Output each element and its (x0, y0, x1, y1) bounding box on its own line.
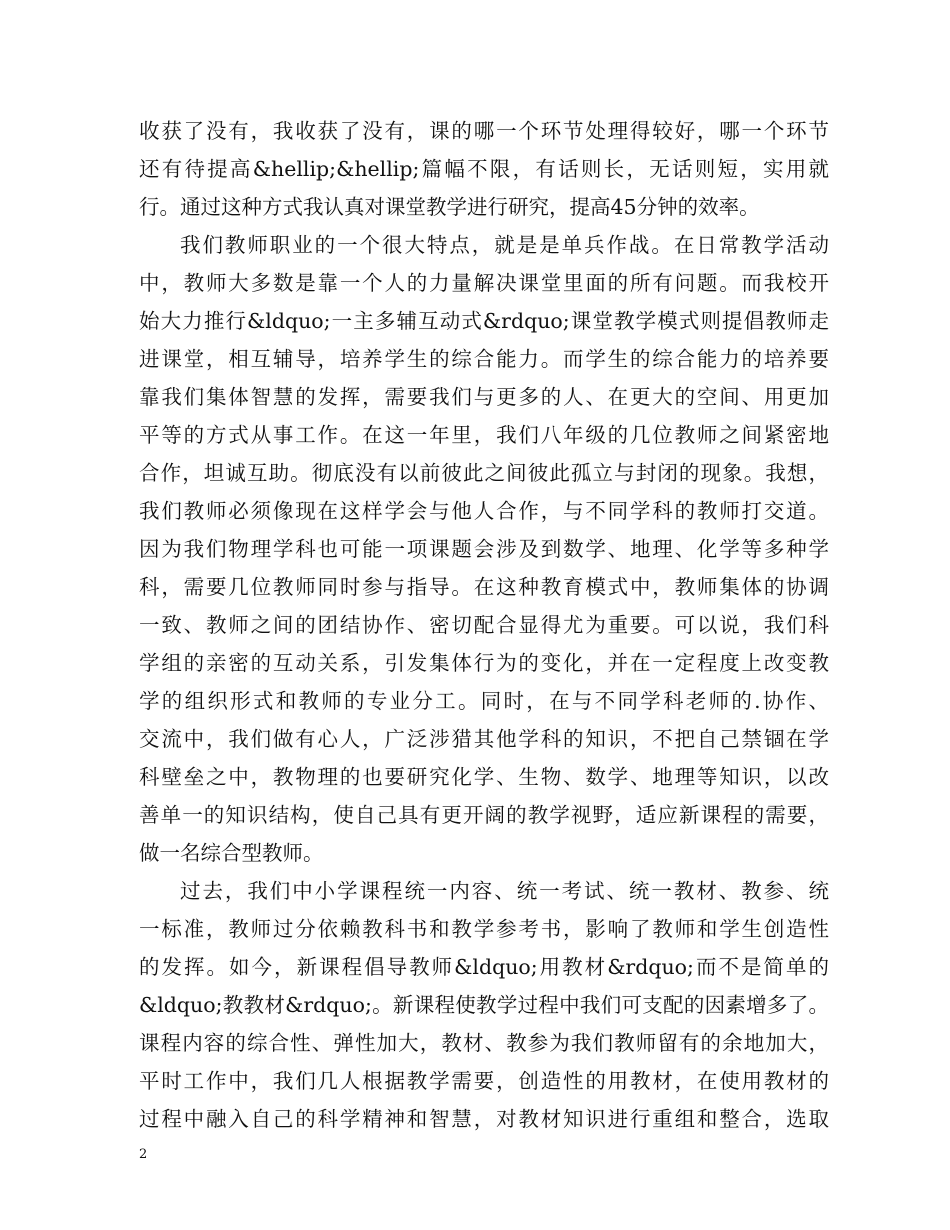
page-number: 2 (139, 1147, 148, 1162)
paragraph-first-line: 过去，我们中小学课程统一内容、统一考试、统一教材、教参、统 (180, 879, 829, 903)
text-line: 的发挥。如今，新课程倡导教师&ldquo;用教材&rdquo;而不是简单的 (139, 955, 829, 979)
text-line: 善单一的知识结构，使自己具有更开阔的教学视野，适应新课程的需要， (139, 803, 829, 827)
text-line: 科壁垒之中，教物理的也要研究化学、生物、数学、地理等知识，以改 (139, 765, 829, 789)
text-line: 平等的方式从事工作。在这一年里，我们八年级的几位教师之间紧密地 (139, 423, 829, 447)
text-line: 收获了没有，我收获了没有，课的哪一个环节处理得较好，哪一个环节 (139, 119, 829, 143)
text-line: 进课堂，相互辅导，培养学生的综合能力。而学生的综合能力的培养要 (139, 347, 829, 371)
text-line: 靠我们集体智慧的发挥，需要我们与更多的人、在更大的空间、用更加 (139, 385, 829, 409)
paragraph-first-line: 我们教师职业的一个很大特点，就是是单兵作战。在日常教学活动 (180, 233, 829, 257)
text-line: 过程中融入自己的科学精神和智慧，对教材知识进行重组和整合，选取 (139, 1107, 829, 1131)
text-line: 课程内容的综合性、弹性加大，教材、教参为我们教师留有的余地加大， (139, 1031, 829, 1055)
text-line: 因为我们物理学科也可能一项课题会涉及到数学、地理、化学等多种学 (139, 537, 829, 561)
text-line: 一标准，教师过分依赖教科书和教学参考书，影响了教师和学生创造性 (139, 917, 829, 941)
text-line: 我们教师必须像现在这样学会与他人合作，与不同学科的教师打交道。 (139, 499, 829, 523)
text-line: 平时工作中，我们几人根据教学需要，创造性的用教材，在使用教材的 (139, 1069, 829, 1093)
text-line: 学的组织形式和教师的专业分工。同时，在与不同学科老师的.协作、 (139, 689, 829, 713)
text-line: 始大力推行&ldquo;一主多辅互动式&rdquo;课堂教学模式则提倡教师走 (139, 309, 829, 333)
text-line: 中，教师大多数是靠一个人的力量解决课堂里面的所有问题。而我校开 (139, 271, 829, 295)
text-line: 交流中，我们做有心人，广泛涉猎其他学科的知识，不把自己禁锢在学 (139, 727, 829, 751)
text-line: 还有待提高&hellip;&hellip;篇幅不限，有话则长，无话则短，实用就 (139, 157, 829, 181)
text-line: &ldquo;教教材&rdquo;。新课程使教学过程中我们可支配的因素增多了。 (139, 993, 829, 1017)
text-line: 一致、教师之间的团结协作、密切配合显得尤为重要。可以说，我们科 (139, 613, 829, 637)
text-line: 行。通过这种方式我认真对课堂教学进行研究，提高45分钟的效率。 (139, 195, 760, 219)
text-line: 做一名综合型教师。 (139, 841, 324, 865)
text-line: 学组的亲密的互动关系，引发集体行为的变化，并在一定程度上改变教 (139, 651, 829, 675)
text-line: 科，需要几位教师同时参与指导。在这种教育模式中，教师集体的协调 (139, 575, 829, 599)
text-line: 合作，坦诚互助。彻底没有以前彼此之间彼此孤立与封闭的现象。我想， (139, 461, 829, 485)
